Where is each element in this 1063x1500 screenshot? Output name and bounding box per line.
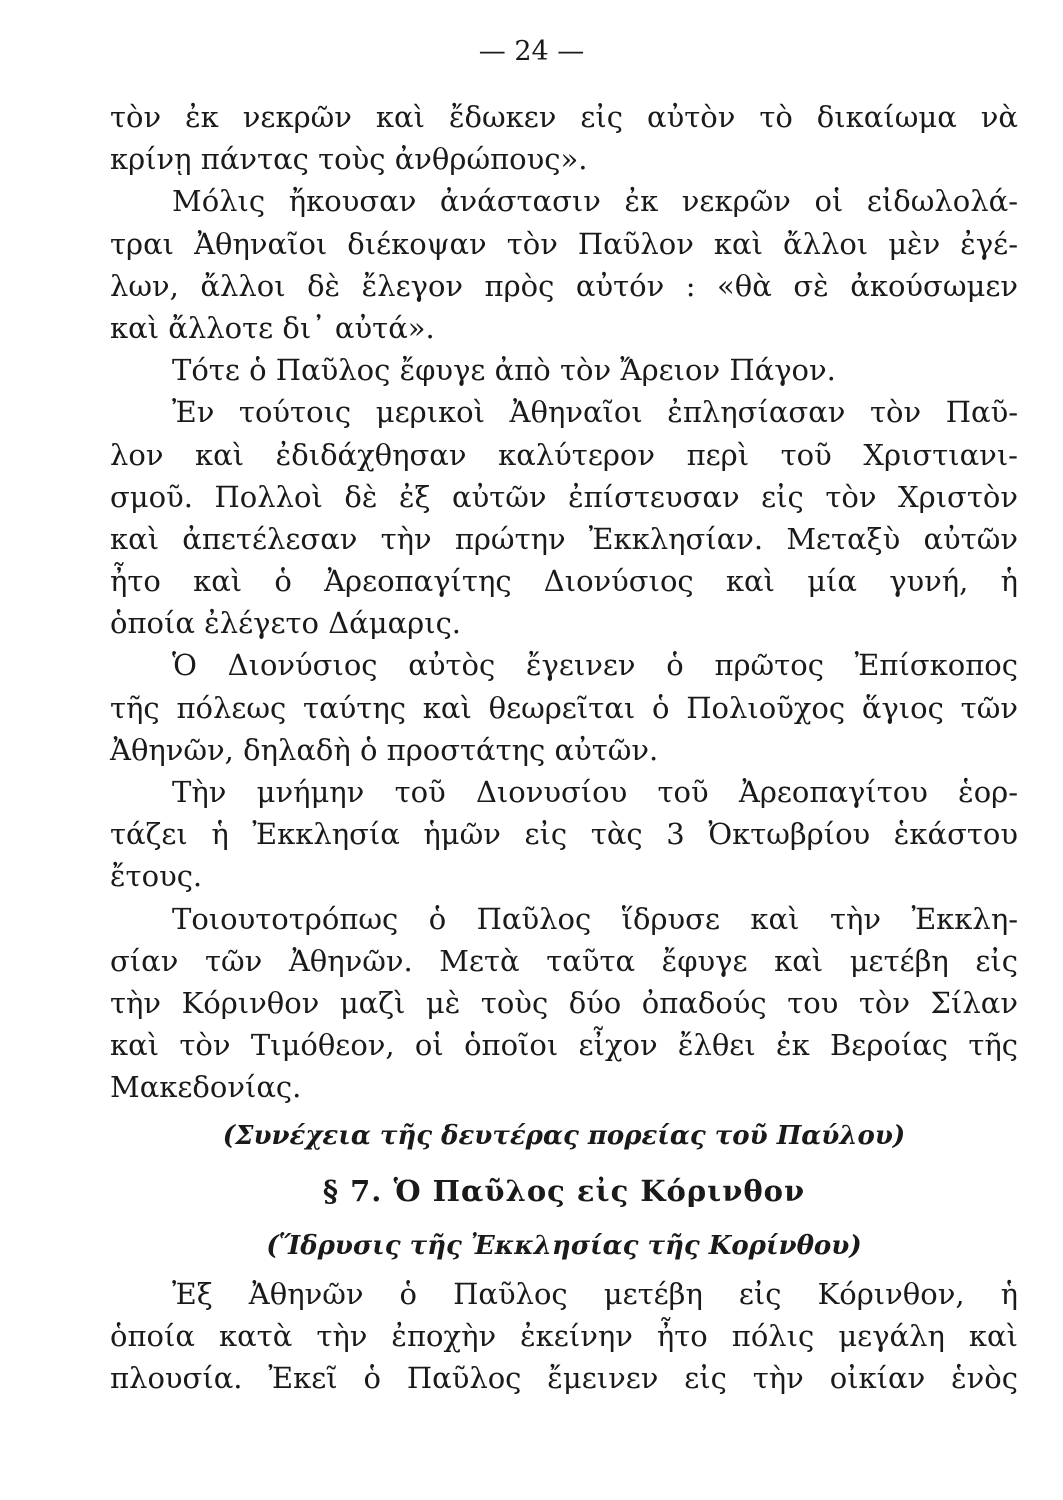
text-line: τραι Ἀθηναῖοι διέκοψαν τὸν Παῦλον καὶ ἄλλοι μὲν ἐγέ- [110,226,1018,261]
text-line: Ἐξ Ἀθηνῶν ὁ Παῦλος μετέβη εἰς Κόρινθον, ἡ [172,1276,1018,1311]
section-subtitle: (Συνέχεια τῆς δευτέρας πορείας τοῦ Παύλου) [222,1120,906,1151]
section-heading: § 7. Ὁ Παῦλος εἰς Κόρινθον [322,1173,806,1208]
text-line: Μακεδονίας. [110,1070,302,1105]
text-line: καὶ ἀπετέλεσαν τὴν πρώτην Ἐκκλησίαν. Μεταξὺ αὐτῶν [110,521,1018,556]
text-line: κρίνῃ πάντας τοὺς ἀνθρώπους». [110,142,588,177]
text-line: ὁποία ἐλέγετο Δάμαρις. [110,606,462,641]
text-line: πλουσία. Ἐκεῖ ὁ Παῦλος ἔμεινεν εἰς τὴν οἰκίαν ἑνὸς [110,1360,1018,1395]
text-line: Τὴν μνήμην τοῦ Διονυσίου τοῦ Ἀρεοπαγίτου ἑορ- [172,775,1018,809]
text-line: λον καὶ ἐδιδάχθησαν καλύτερον περὶ τοῦ Χριστιανι- [110,437,1018,472]
text-line: Ἀθηνῶν, δηλαδὴ ὁ προστάτης αὐτῶν. [110,732,659,767]
text-line: τὴν Κόρινθον μαζὶ μὲ τοὺς δύο ὀπαδούς του τὸν Σίλαν [110,985,1018,1020]
text-line: ὁποία κατὰ τὴν ἐποχὴν ἐκείνην ἦτο πόλις μεγάλη καὶ [110,1318,1018,1353]
text-line: σίαν τῶν Ἀθηνῶν. Μετὰ ταῦτα ἔφυγε καὶ μετέβη εἰς [110,943,1018,978]
text-line: Ἐν τούτοις μερικοὶ Ἀθηναῖοι ἐπλησίασαν τὸν Παῦ- [172,395,1018,430]
text-line: ἔτους. [110,859,203,894]
text-line: λων, ἄλλοι δὲ ἔλεγον πρὸς αὐτόν : «θὰ σὲ ἀκούσωμεν [110,268,1018,303]
text-line: Τότε ὁ Παῦλος ἔφυγε ἀπὸ τὸν Ἄρειον Πάγον. [172,353,836,388]
page-number: — 24 — [478,36,585,67]
text-line: τάζει ἡ Ἐκκλησία ἡμῶν εἰς τὰς 3 Ὀκτωβρίου ἑκάστου [110,817,1018,852]
text-line: Μόλις ἤκουσαν ἀνάστασιν ἐκ νεκρῶν οἱ εἰδωλολά- [172,184,1018,219]
text-line: ἦτο καὶ ὁ Ἀρεοπαγίτης Διονύσιος καὶ μία γυνή, ἡ [110,564,1018,599]
text-line: καὶ ἄλλοτε δι᾽ αὐτά». [110,310,435,345]
text-line: τὸν ἐκ νεκρῶν καὶ ἔδωκεν εἰς αὐτὸν τὸ δικαίωμα νὰ [110,100,1018,134]
text-line: σμοῦ. Πολλοὶ δὲ ἐξ αὐτῶν ἐπίστευσαν εἰς τὸν Χριστὸν [110,479,1018,514]
text-line: Τοιουτοτρόπως ὁ Παῦλος ἵδρυσε καὶ τὴν Ἐκκλη- [172,901,1018,936]
text-line: καὶ τὸν Τιμόθεον, οἱ ὁποῖοι εἶχον ἔλθει ἐκ Βεροίας τῆς [110,1028,1018,1063]
page-body [110,96,1018,1399]
text-line: Ὁ Διονύσιος αὐτὸς ἔγεινεν ὁ πρῶτος Ἐπίσκοπος [172,648,1018,683]
section-subtitle: (Ἵδρυσις τῆς Ἐκκλησίας τῆς Κορίνθου) [266,1230,862,1261]
text-line: τῆς πόλεως ταύτης καὶ θεωρεῖται ὁ Πολιοῦχος ἅγιος τῶν [110,690,1018,725]
